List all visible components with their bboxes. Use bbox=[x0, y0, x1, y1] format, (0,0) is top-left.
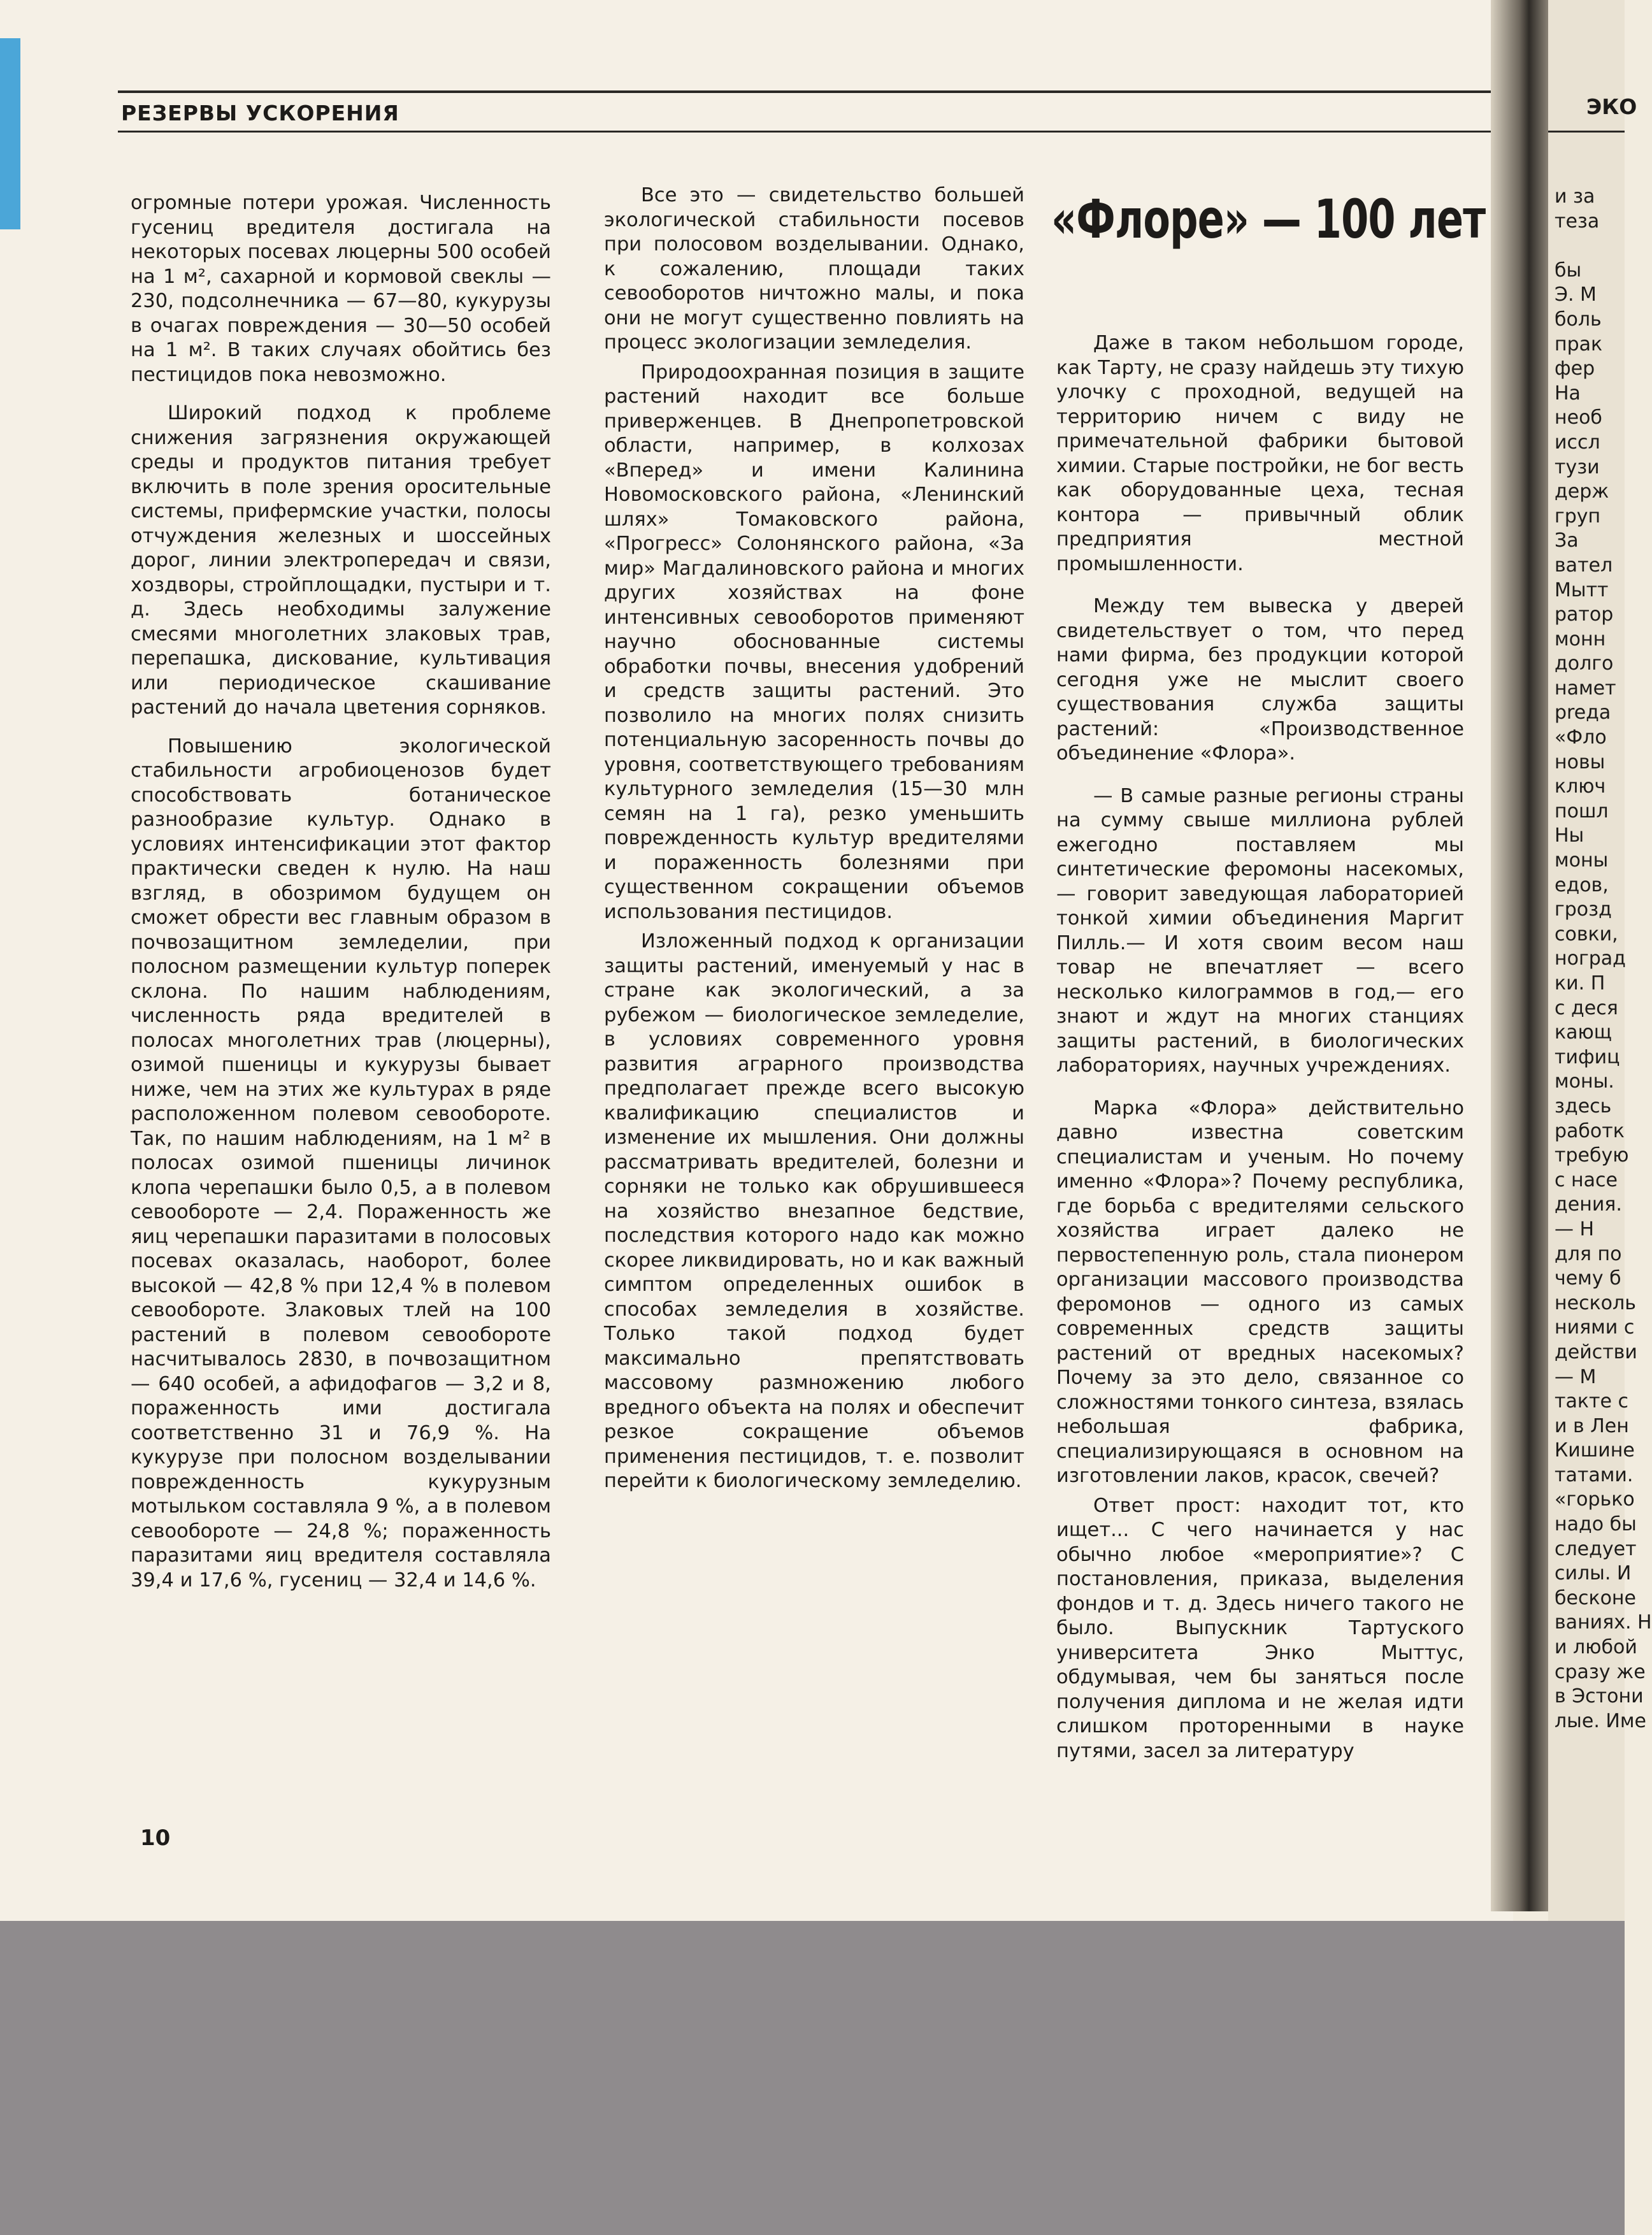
paragraph: Повышению экологической стабильности агробиоценозов будет способствовать ботаническое разнообразие культур. Однако в условиях интенсификации этот фактор практически сведен к нулю. На наш взгляд, в обозримом будущем он сможет обрести вес главным образом в почвозащитном земледелии, при полосном размещении культур поперек склона. По нашим наблюдениям, численность ряда вредителей в полосах многолетних трав (люцерны), озимой пшеницы и кукурузы бывает ниже, чем на этих же культурах в ряде расположенном полевом севообороте. Так, по нашим наблюдениям, на 1 м² в полосах озимой пшеницы личинок клопа черепашки было 0,5, а в полевом севообороте — 2,4. Пораженность же яиц черепашки паразитами в полосовых посевах оказалась, наоборот, более высокой — 42,8 % при 12,4 % в полевом севообороте. Злаковых тлей на 100 растений в полевом севообороте насчитывалось 2830, в почвозащитном — 640 особей, а афидофагов — 3,2 и 8, пораженность ими достигала соответственно 31 и 76,9 %. На кукурузе при полосном возделывании поврежденность кукурузным мотыльком составляла 9 %, а в полевом севообороте — 24,8 %; пораженность паразитами яиц вредителя составляла 39,4 и 17,6 %, гусениц — 32,4 и 14,6 %. bbox=[131, 735, 551, 1592]
paragraph: Все это — свидетельство большей экологической стабильности посевов при полосовом возделывании. Однако, к сожалению, площади таких севооборотов ничтожно малы, и пока они не могут существенно повлиять на процесс экологизации земледелия. bbox=[604, 184, 1024, 354]
facing-header-rule bbox=[1548, 131, 1625, 133]
paragraph: Даже в таком небольшом городе, как Тарту, не сразу найдешь эту тихую улочку с проходной, ведущей на территорию ничем с виду не примечательной фабрики бытовой химии. Старые постройки, не бог весть как оборудованные цеха, тесная контора — привычный облик предприятия местной промышленности. bbox=[1056, 332, 1464, 575]
scan-background bbox=[0, 1921, 1625, 2235]
paragraph: Марка «Флора» действительно давно известна советским специалистам и ученым. Но почему именно «Флора»? Почему республика, где борьба с вредителями сельского хозяйства играет далеко не первостепенную роль, стала пионером организации массового производства феромонов — одного из самых современных средств защиты растений от вредных насекомых? Почему за это дело, связанное со сложностями тонкого синтеза, взялась небольшая фабрика, специализирующаяся в основном на изготовлении лаков, красок, свечей? bbox=[1056, 1096, 1464, 1487]
text-column-2 bbox=[604, 183, 1024, 1494]
paragraph: Изложенный подход к организации защиты растений, именуемый у нас в стране как экологический, а за рубежом — биологическое земледелие, в условиях современного уровня развития аграрного производства предполагает прежде всего высокую квалификацию специалистов и изменение их мышления. Они должны рассматривать вредителей, болезни и сорняки не только как обрушившееся на хозяйство внезапное бедствие, последствия которого надо как можно скорее ликвидировать, но и как важный симптом определенных ошибок в способах земледелия в хозяйстве. Только такой подход будет максимально препятствовать массовому размножению любого вредного объекта на полях и обеспечит резкое сокращение объемов применения пестицидов, т. е. позволит перейти к биологическому земледелию. bbox=[604, 930, 1024, 1492]
section-heading: РЕЗЕРВЫ УСКОРЕНИЯ bbox=[121, 101, 399, 126]
text-column-1 bbox=[131, 191, 551, 1593]
paragraph: — В самые разные регионы страны на сумму свыше миллиона рублей ежегодно поставляем мы синтетические феромоны насекомых,— говорит заведующая лабораторией тонкой химии объединения Маргит Пилль.— И хотя своим весом наш товар не впечатляет — всего несколько килограммов в год,— его знают и ждут на многих станциях защиты растений, в биологических лабораториях, научных учреждениях. bbox=[1056, 784, 1464, 1077]
paragraph: огромные потери урожая. Численность гусениц вредителя достигала на некоторых посевах люцерны 500 особей на 1 м², сахарной и кормовой свеклы — 230, подсолнечника — 67—80, кукурузы в очагах повреждения — 30—50 особей на 1 м². В таких случаях обойтись без пестицидов пока невозможно. bbox=[131, 192, 551, 386]
header-bottom-rule bbox=[118, 131, 1491, 133]
facing-section-heading: ЭКО bbox=[1586, 94, 1637, 119]
paragraph: Ответ прост: находит тот, кто ищет... С чего начинается у нас обычно любое «мероприятие»? С постановления, приказа, выделения фондов и т. д. Здесь ничего такого не было. Выпускник Тартуского университета Энко Мыттус, обдумывая, чем бы заняться после получения диплома и не желая идти слишком проторенными в науке путями, засел за литературу bbox=[1056, 1494, 1464, 1762]
blue-edge-strip bbox=[0, 38, 20, 229]
article-title: «Флоре» — 100 лет bbox=[1051, 188, 1486, 250]
facing-page-text-fragment: и за теза бы Э. М боль прак фер На необ иссл тузи держ груп За вател Мытт ратор монн долго намет preда «Фло новы ключ пошл Ны моны едов, грозд совки, ноград ки. П с деся кающ тифиц моны. здесь работк требую с насе дения. — Н для по чему б несколь ниями с действи — М такте с и в Лен Кишине татами. «горько надо бы следует силы. И бесконе ваниях. Н и любой сразу же в Эстони лые. Име bbox=[1555, 185, 1652, 1732]
text-column-3 bbox=[1056, 331, 1464, 1764]
header-top-rule bbox=[118, 90, 1491, 93]
book-spine-shadow bbox=[1491, 0, 1555, 1911]
paragraph: Природоохранная позиция в защите растений находит все больше приверженцев. В Днепропетровской области, например, в колхозах «Вперед» и имени Калинина Новомосковского района, «Ленинский шлях» Томаковского района, «Прогресс» Солонянского района, «За мир» Магдалиновского района и многих других хозяйствах на фоне интенсивных севооборотов применяют научно обоснованные системы обработки почвы, внесения удобрений и средств защиты растений. Это позволило на многих полях снизить потенциальную засоренность почвы до уровня, соответствующего требованиям культурного земледелия (15—30 млн семян на 1 га), резко уменьшить поврежденность культур вредителями и пораженность болезнями при существенном сокращении объемов использования пестицидов. bbox=[604, 361, 1024, 923]
page-number: 10 bbox=[140, 1825, 171, 1851]
paragraph: Широкий подход к проблеме снижения загрязнения окружающей среды и продуктов питания требует включить в поле зрения оросительные системы, прифермские участки, полосы отчуждения железных и шоссейных дорог, линии электропередач и связи, хоздворы, стройплощадки, пустыри и т. д. Здесь необходимы залужение смесями многолетних злаковых трав, перепашка, дискование, культивация или периодическое скашивание растений до начала цветения сорняков. bbox=[131, 402, 551, 719]
paragraph: Между тем вывеска у дверей свидетельствует о том, что перед нами фирма, без продукции которой сегодня уже не мыслит своего существования служба защиты растений: «Производственное объединение «Флора». bbox=[1056, 595, 1464, 765]
